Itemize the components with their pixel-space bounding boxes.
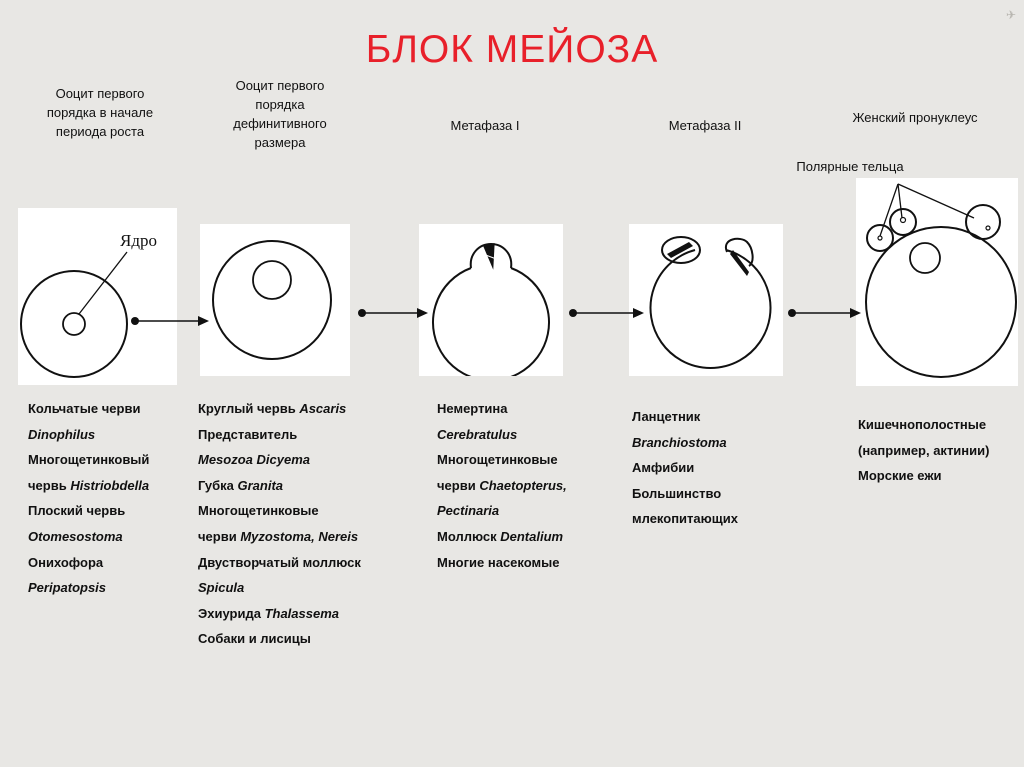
panel-female-pronucleus <box>856 178 1018 386</box>
metaphase-2-drawing <box>629 224 783 376</box>
cell-outline <box>213 241 331 359</box>
nucleus-circle <box>63 313 85 335</box>
organism-line <box>437 473 567 499</box>
metaphase-2-spindle <box>730 250 749 276</box>
panel-oocyte-early <box>18 208 177 385</box>
cell-outline <box>866 227 1016 377</box>
oocyte-early-drawing <box>18 208 177 385</box>
latin-name: Pectinaria <box>437 503 500 519</box>
cell-outline <box>651 250 771 368</box>
organism-text: Плоский червь <box>28 503 126 519</box>
organism-list-1 <box>28 396 149 601</box>
organism-list-4 <box>632 404 738 532</box>
organism-line <box>632 506 738 532</box>
latin-name: Spicula <box>198 580 245 596</box>
organism-line <box>198 422 361 448</box>
organism-text: Двустворчатый моллюск <box>198 554 361 570</box>
stage-label-metaphase-2 <box>630 116 780 135</box>
stage-2-line-1: Ооцит первого <box>235 78 325 93</box>
organism-text: Кольчатые черви <box>28 401 141 416</box>
organism-text: Круглый червь <box>198 401 300 416</box>
organism-line <box>198 447 361 473</box>
organism-line <box>198 601 361 627</box>
organism-text: Многощетинковые <box>437 452 558 468</box>
organism-line <box>28 473 149 499</box>
polar-body-1 <box>867 225 893 251</box>
organism-line <box>437 396 567 422</box>
organism-text: Морские ежи <box>858 468 942 484</box>
polar-bodies-label: Полярные тельца <box>796 159 904 174</box>
stage-1-line-1: Ооцит первого <box>55 86 145 101</box>
latin-name: Ascaris <box>299 401 347 416</box>
organism-text: Амфибии <box>632 460 695 476</box>
organism-text: Моллюск <box>437 528 501 544</box>
organism-line <box>28 422 149 448</box>
panel-oocyte-definitive <box>200 224 350 376</box>
organism-text: (например, актинии) <box>858 442 990 458</box>
organism-line <box>198 626 361 652</box>
organism-line <box>198 575 361 601</box>
pointer-line-2 <box>898 184 902 218</box>
nucleus-pointer-line <box>79 252 127 314</box>
panel-metaphase-2 <box>629 224 783 376</box>
organism-list-3 <box>437 396 567 575</box>
oocyte-definitive-drawing <box>200 224 350 376</box>
organism-line <box>437 550 567 576</box>
stage-3-line-1: Метафаза I <box>450 118 520 133</box>
organism-line <box>437 524 567 550</box>
stage-2-line-3: дефинитивного <box>233 116 327 131</box>
organism-line <box>28 396 149 422</box>
organism-text: червь <box>28 477 71 493</box>
organism-line <box>437 422 567 448</box>
polar-body-dot-1 <box>878 236 882 240</box>
latin-name: Granita <box>237 477 283 493</box>
polar-body-dot-2 <box>901 218 906 223</box>
organism-line <box>858 412 989 438</box>
stage-5-line-1: Женский пронуклеус <box>852 110 978 125</box>
latin-name: Mesozoa Dicyema <box>198 452 310 468</box>
stage-label-oocyte-definitive <box>200 76 360 152</box>
organism-text: Онихофора <box>28 554 104 570</box>
stage-2-line-2: порядка <box>255 97 305 112</box>
organism-line <box>198 396 361 422</box>
organism-text: Многощетинковые <box>198 503 319 519</box>
arrow-2 <box>358 308 428 318</box>
organism-text: Эхиурида <box>198 605 265 621</box>
organism-line <box>632 455 738 481</box>
organism-line <box>28 575 149 601</box>
organism-line <box>858 463 989 489</box>
organism-line <box>28 524 149 550</box>
organism-text: Представитель <box>198 426 298 442</box>
organism-line <box>198 524 361 550</box>
organism-text: Многие насекомые <box>437 554 560 570</box>
organism-text: Собаки и лисицы <box>198 631 311 647</box>
cell-outline <box>21 271 127 377</box>
organism-line <box>858 438 989 464</box>
organism-line <box>28 550 149 576</box>
organism-text: млекопитающих <box>632 511 738 527</box>
latin-name: Myzostoma, Nereis <box>240 528 359 544</box>
nucleus-label: Ядро <box>120 231 157 250</box>
latin-name: Otomesostoma <box>28 528 123 544</box>
organism-text: Губка <box>198 477 238 493</box>
organism-text: Немертина <box>437 401 508 416</box>
organism-text: Ланцетник <box>632 409 701 424</box>
organism-text: черви <box>198 528 241 544</box>
latin-name: Histriobdella <box>70 477 150 493</box>
organism-line <box>198 550 361 576</box>
arrow-4 <box>788 308 861 318</box>
pronucleus-drawing <box>856 178 1018 386</box>
organism-line <box>632 430 738 456</box>
organism-line <box>632 404 738 430</box>
organism-line <box>28 498 149 524</box>
corner-decoration-icon: ✈ <box>1005 8 1016 22</box>
organism-list-2 <box>198 396 361 652</box>
organism-text: Многощетинковый <box>28 452 150 468</box>
organism-line <box>198 498 361 524</box>
stage-2-line-4: размера <box>254 135 306 150</box>
stage-label-oocyte-early <box>20 84 180 141</box>
polar-body-dot-3 <box>986 226 990 230</box>
organism-line <box>437 447 567 473</box>
organism-text: черви <box>437 477 480 493</box>
latin-name: Dentalium <box>500 528 564 544</box>
latin-name: Thalassema <box>264 605 339 621</box>
polar-body-3 <box>966 205 1000 239</box>
latin-name: Cerebratulus <box>437 426 518 442</box>
stage-label-metaphase-1 <box>410 116 560 135</box>
pronucleus-circle <box>910 243 940 273</box>
latin-name: Chaetopterus, <box>479 477 567 493</box>
organism-line <box>198 473 361 499</box>
cell-outline <box>433 268 549 376</box>
stage-1-line-2: порядка в начале <box>46 105 154 120</box>
latin-name: Branchiostoma <box>632 434 727 450</box>
organism-line <box>437 498 567 524</box>
stage-1-line-3: периода роста <box>55 124 145 139</box>
metaphase-1-drawing <box>419 224 563 376</box>
organism-text: Большинство <box>632 485 722 501</box>
stage-label-female-pronucleus <box>830 108 1000 127</box>
stage-4-line-1: Метафаза II <box>668 118 742 133</box>
latin-name: Peripatopsis <box>28 580 107 596</box>
organism-list-5 <box>858 412 989 489</box>
slide-title: БЛОК МЕЙОЗА <box>365 28 659 71</box>
pointer-line-3 <box>898 184 974 218</box>
panel-metaphase-1 <box>419 224 563 376</box>
organism-line <box>28 447 149 473</box>
organism-text: Кишечнополостные <box>858 417 987 432</box>
latin-name: Dinophilus <box>28 426 96 442</box>
nucleus-circle <box>253 261 291 299</box>
organism-line <box>632 481 738 507</box>
